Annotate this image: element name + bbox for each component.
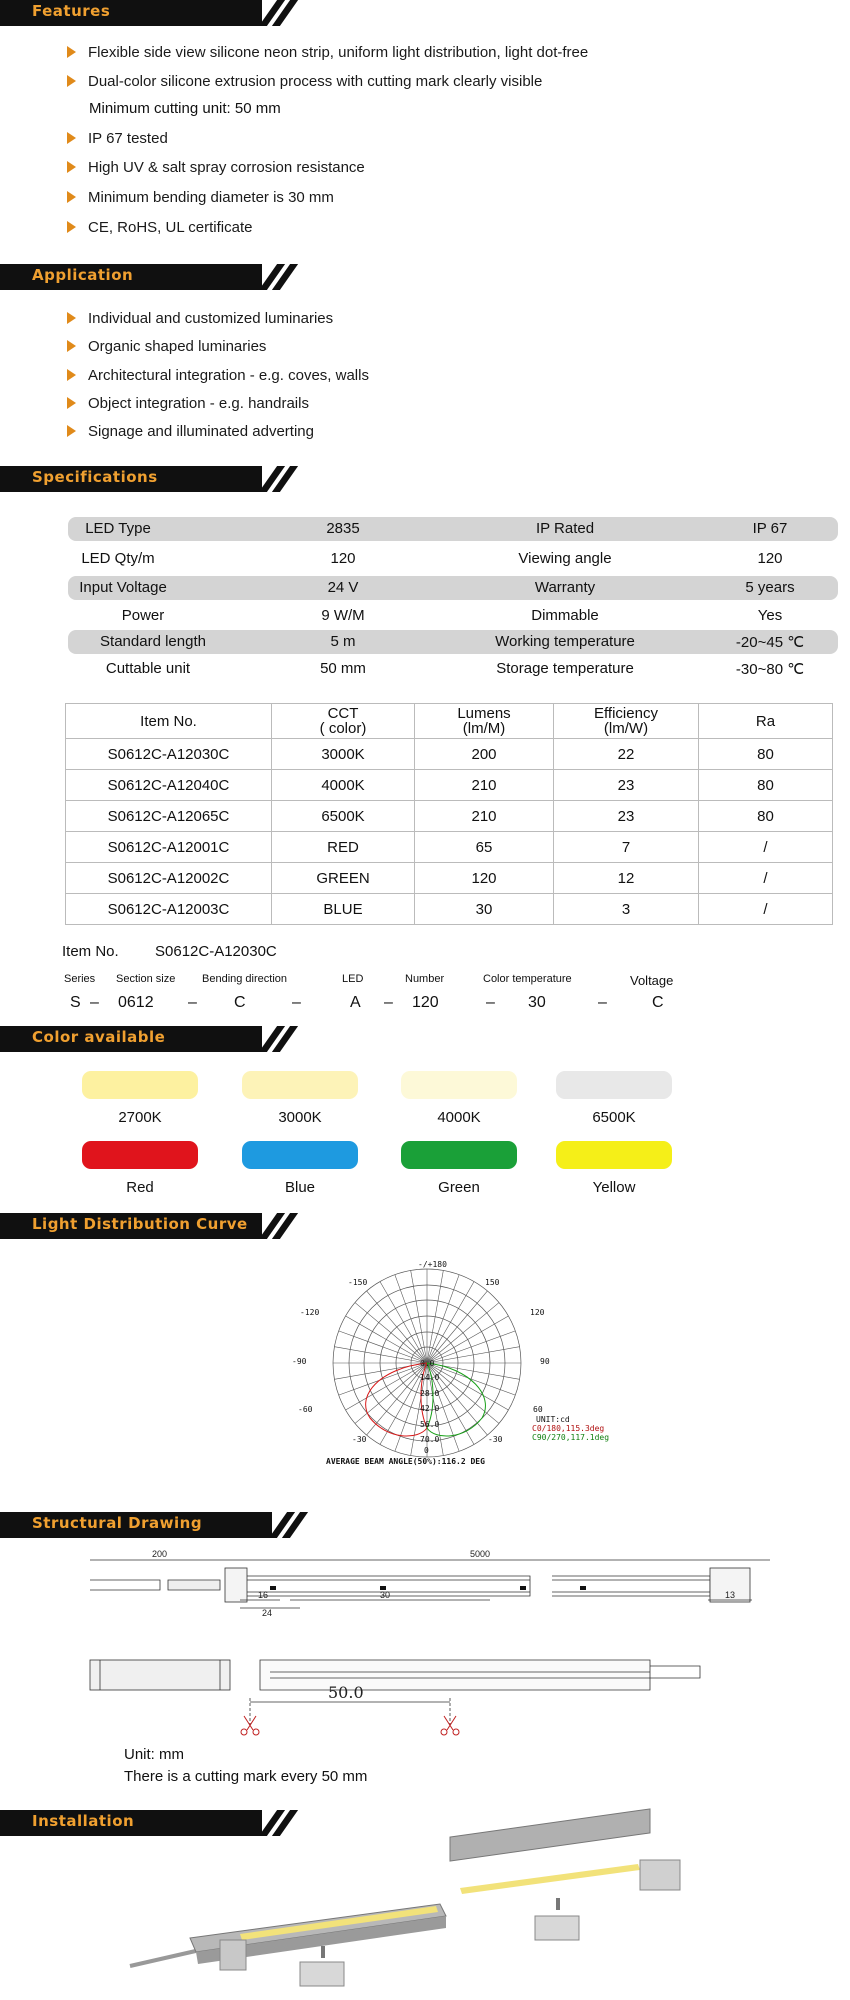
spec-row — [68, 657, 838, 681]
spec-key: IP Rated — [535, 520, 595, 537]
code-label: LED — [342, 973, 364, 985]
polar-angle-label: -30 — [352, 1435, 367, 1444]
colors-banner — [0, 1026, 262, 1052]
polar-angle-label: 60 — [533, 1405, 543, 1414]
color-swatch-label: 6500K — [592, 1109, 636, 1126]
color-swatch-label: Yellow — [592, 1179, 636, 1196]
dim-label: 13 — [725, 1590, 736, 1600]
unit-note: Unit: mm — [124, 1746, 184, 1763]
spec-value: Yes — [757, 607, 783, 624]
color-swatch — [401, 1071, 517, 1099]
color-swatch-label: Blue — [284, 1179, 316, 1196]
color-swatch — [242, 1071, 358, 1099]
color-swatch — [242, 1141, 358, 1169]
table-row: S0612C-A12065C 6500K 210 23 80 — [66, 801, 833, 832]
spec-key: Viewing angle — [518, 550, 612, 567]
polar-angle-label: -30 — [488, 1435, 503, 1444]
section-title: Light Distribution Curve — [32, 1215, 248, 1233]
spec-value: 120 — [330, 550, 356, 567]
feature-subtext: Minimum cutting unit: 50 mm — [89, 100, 281, 117]
col-header: CCT ( color) — [272, 704, 415, 739]
code-sep: – — [486, 994, 495, 1011]
dim-label: 200 — [152, 1549, 168, 1559]
polar-angle-label: 120 — [530, 1308, 545, 1317]
spec-key: Warranty — [534, 579, 596, 596]
polar-radial-label: 42.0 — [420, 1404, 440, 1413]
color-swatch-label: Green — [438, 1179, 480, 1196]
arrow-bullet-icon — [67, 397, 76, 409]
arrow-bullet-icon — [67, 191, 76, 203]
spec-value: 24 V — [327, 579, 359, 596]
spec-value: 5 years — [745, 579, 795, 596]
spec-key: Working temperature — [495, 633, 635, 650]
table-row: S0612C-A12002C GREEN 120 12 / — [66, 863, 833, 894]
arrow-bullet-icon — [67, 46, 76, 58]
dim-label: 30 — [380, 1590, 391, 1600]
code-sep: – — [188, 994, 197, 1011]
section-title: Color available — [32, 1028, 166, 1046]
features-banner — [0, 0, 262, 26]
polar-angle-label: 150 — [485, 1278, 500, 1287]
code-label: Number — [405, 973, 445, 985]
polar-distribution-chart — [292, 1260, 630, 1472]
code-part: 30 — [528, 994, 546, 1011]
color-swatch — [401, 1141, 517, 1169]
cutting-note: There is a cutting mark every 50 mm — [124, 1768, 368, 1785]
spec-value: 5 m — [330, 633, 356, 650]
code-part: C — [234, 994, 246, 1011]
specifications-banner — [0, 466, 262, 492]
code-label: Series — [64, 973, 96, 985]
code-sep: – — [292, 994, 301, 1011]
col-header: Efficiency (lm/W) — [554, 704, 699, 739]
dim-label: 5000 — [470, 1549, 491, 1559]
color-swatch — [556, 1071, 672, 1099]
col-header: Item No. — [66, 704, 272, 739]
spec-key: Cuttable unit — [105, 660, 191, 677]
section-title: Structural Drawing — [32, 1514, 203, 1532]
structural-drawing — [90, 1548, 780, 1748]
polar-angle-label: -150 — [348, 1278, 368, 1287]
arrow-bullet-icon — [67, 221, 76, 233]
spec-key: LED Type — [85, 520, 151, 537]
col-header: Ra — [699, 704, 833, 739]
spec-row — [68, 547, 838, 571]
table-row: S0612C-A12001C RED 65 7 / — [66, 832, 833, 863]
color-swatch-label: 2700K — [118, 1109, 162, 1126]
spec-value: 120 — [757, 550, 783, 567]
installation-illustration — [130, 1858, 730, 1998]
polar-bottom-label: 0 — [424, 1446, 429, 1455]
arrow-bullet-icon — [67, 75, 76, 87]
section-title: Features — [32, 2, 111, 20]
spec-value: 2835 — [326, 520, 360, 537]
color-swatch-label: 4000K — [437, 1109, 481, 1126]
spec-row — [68, 604, 838, 628]
code-part: 0612 — [118, 994, 154, 1011]
spec-value: -30~80 ℃ — [735, 661, 805, 678]
arrow-bullet-icon — [67, 161, 76, 173]
code-label: Bending direction — [202, 973, 288, 985]
section-title: Specifications — [32, 468, 158, 486]
item-code-value: S0612C-A12030C — [155, 943, 277, 960]
arrow-bullet-icon — [67, 369, 76, 381]
section-title: Application — [32, 266, 134, 284]
polar-radial-label: 14.0 — [420, 1373, 440, 1382]
arrow-bullet-icon — [67, 132, 76, 144]
spec-key: Standard length — [100, 633, 206, 650]
code-part: C — [652, 994, 664, 1011]
polar-radial-label: 28.0 — [420, 1389, 440, 1398]
dim-label: 24 — [262, 1608, 273, 1618]
spec-value: IP 67 — [752, 520, 788, 537]
spec-key: Power — [121, 607, 165, 624]
table-row: S0612C-A12003C BLUE 30 3 / — [66, 894, 833, 925]
polar-unit-label: UNIT:cd — [536, 1415, 570, 1424]
table-row: S0612C-A12040C 4000K 210 23 80 — [66, 770, 833, 801]
color-swatch — [556, 1141, 672, 1169]
spec-row — [68, 517, 838, 541]
code-part: A — [350, 994, 361, 1011]
table-row: S0612C-A12030C 3000K 200 22 80 — [66, 739, 833, 770]
spec-key: Input Voltage — [79, 579, 167, 596]
light-distribution-banner — [0, 1213, 262, 1239]
spec-key: LED Qty/m — [81, 550, 155, 567]
polar-angle-label: -60 — [298, 1405, 313, 1414]
spec-row — [68, 576, 838, 600]
spec-key: Dimmable — [531, 607, 599, 624]
code-sep: – — [384, 994, 393, 1011]
arrow-bullet-icon — [67, 312, 76, 324]
structural-banner — [0, 1512, 272, 1538]
polar-legend-c0: C0/180,115.3deg — [532, 1424, 605, 1433]
cut-distance-label: 50.0 — [328, 1683, 364, 1702]
installation-banner — [0, 1810, 262, 1836]
code-sep: – — [90, 994, 99, 1011]
product-table — [65, 703, 833, 925]
color-swatch-label: 3000K — [278, 1109, 322, 1126]
code-sep: – — [598, 994, 607, 1011]
arrow-bullet-icon — [67, 340, 76, 352]
polar-legend-c90: C90/270,117.1deg — [532, 1433, 610, 1442]
item-code-title: Item No. — [62, 943, 119, 960]
spec-value: 9 W/M — [321, 607, 365, 624]
color-swatch — [82, 1141, 198, 1169]
code-label: Voltage — [630, 973, 674, 988]
arrow-bullet-icon — [67, 425, 76, 437]
color-swatch-label: Red — [126, 1179, 154, 1196]
polar-top-label: -/+180 — [418, 1260, 447, 1269]
code-label: Section size — [116, 973, 176, 985]
code-label: Color temperature — [483, 973, 572, 985]
spec-key: Storage temperature — [496, 660, 634, 677]
application-banner — [0, 264, 262, 290]
polar-angle-label: -90 — [292, 1357, 307, 1366]
code-part: 120 — [412, 994, 439, 1011]
polar-radial-label: 0.0 — [420, 1359, 435, 1368]
table-header-row — [66, 704, 833, 739]
col-header: Lumens (lm/M) — [415, 704, 554, 739]
section-title: Installation — [32, 1812, 135, 1830]
dim-label: 16 — [258, 1590, 269, 1600]
polar-caption: AVERAGE BEAM ANGLE(50%):116.2 DEG — [326, 1457, 485, 1466]
spec-value: -20~45 ℃ — [735, 634, 805, 651]
color-swatch — [82, 1071, 198, 1099]
spec-row — [68, 630, 838, 654]
polar-angle-label: -120 — [300, 1308, 320, 1317]
polar-angle-label: 90 — [540, 1357, 550, 1366]
polar-radial-label: 56.0 — [420, 1420, 440, 1429]
code-part: S — [70, 994, 81, 1011]
spec-value: 50 mm — [320, 660, 366, 677]
polar-radial-label: 70.0 — [420, 1435, 440, 1444]
